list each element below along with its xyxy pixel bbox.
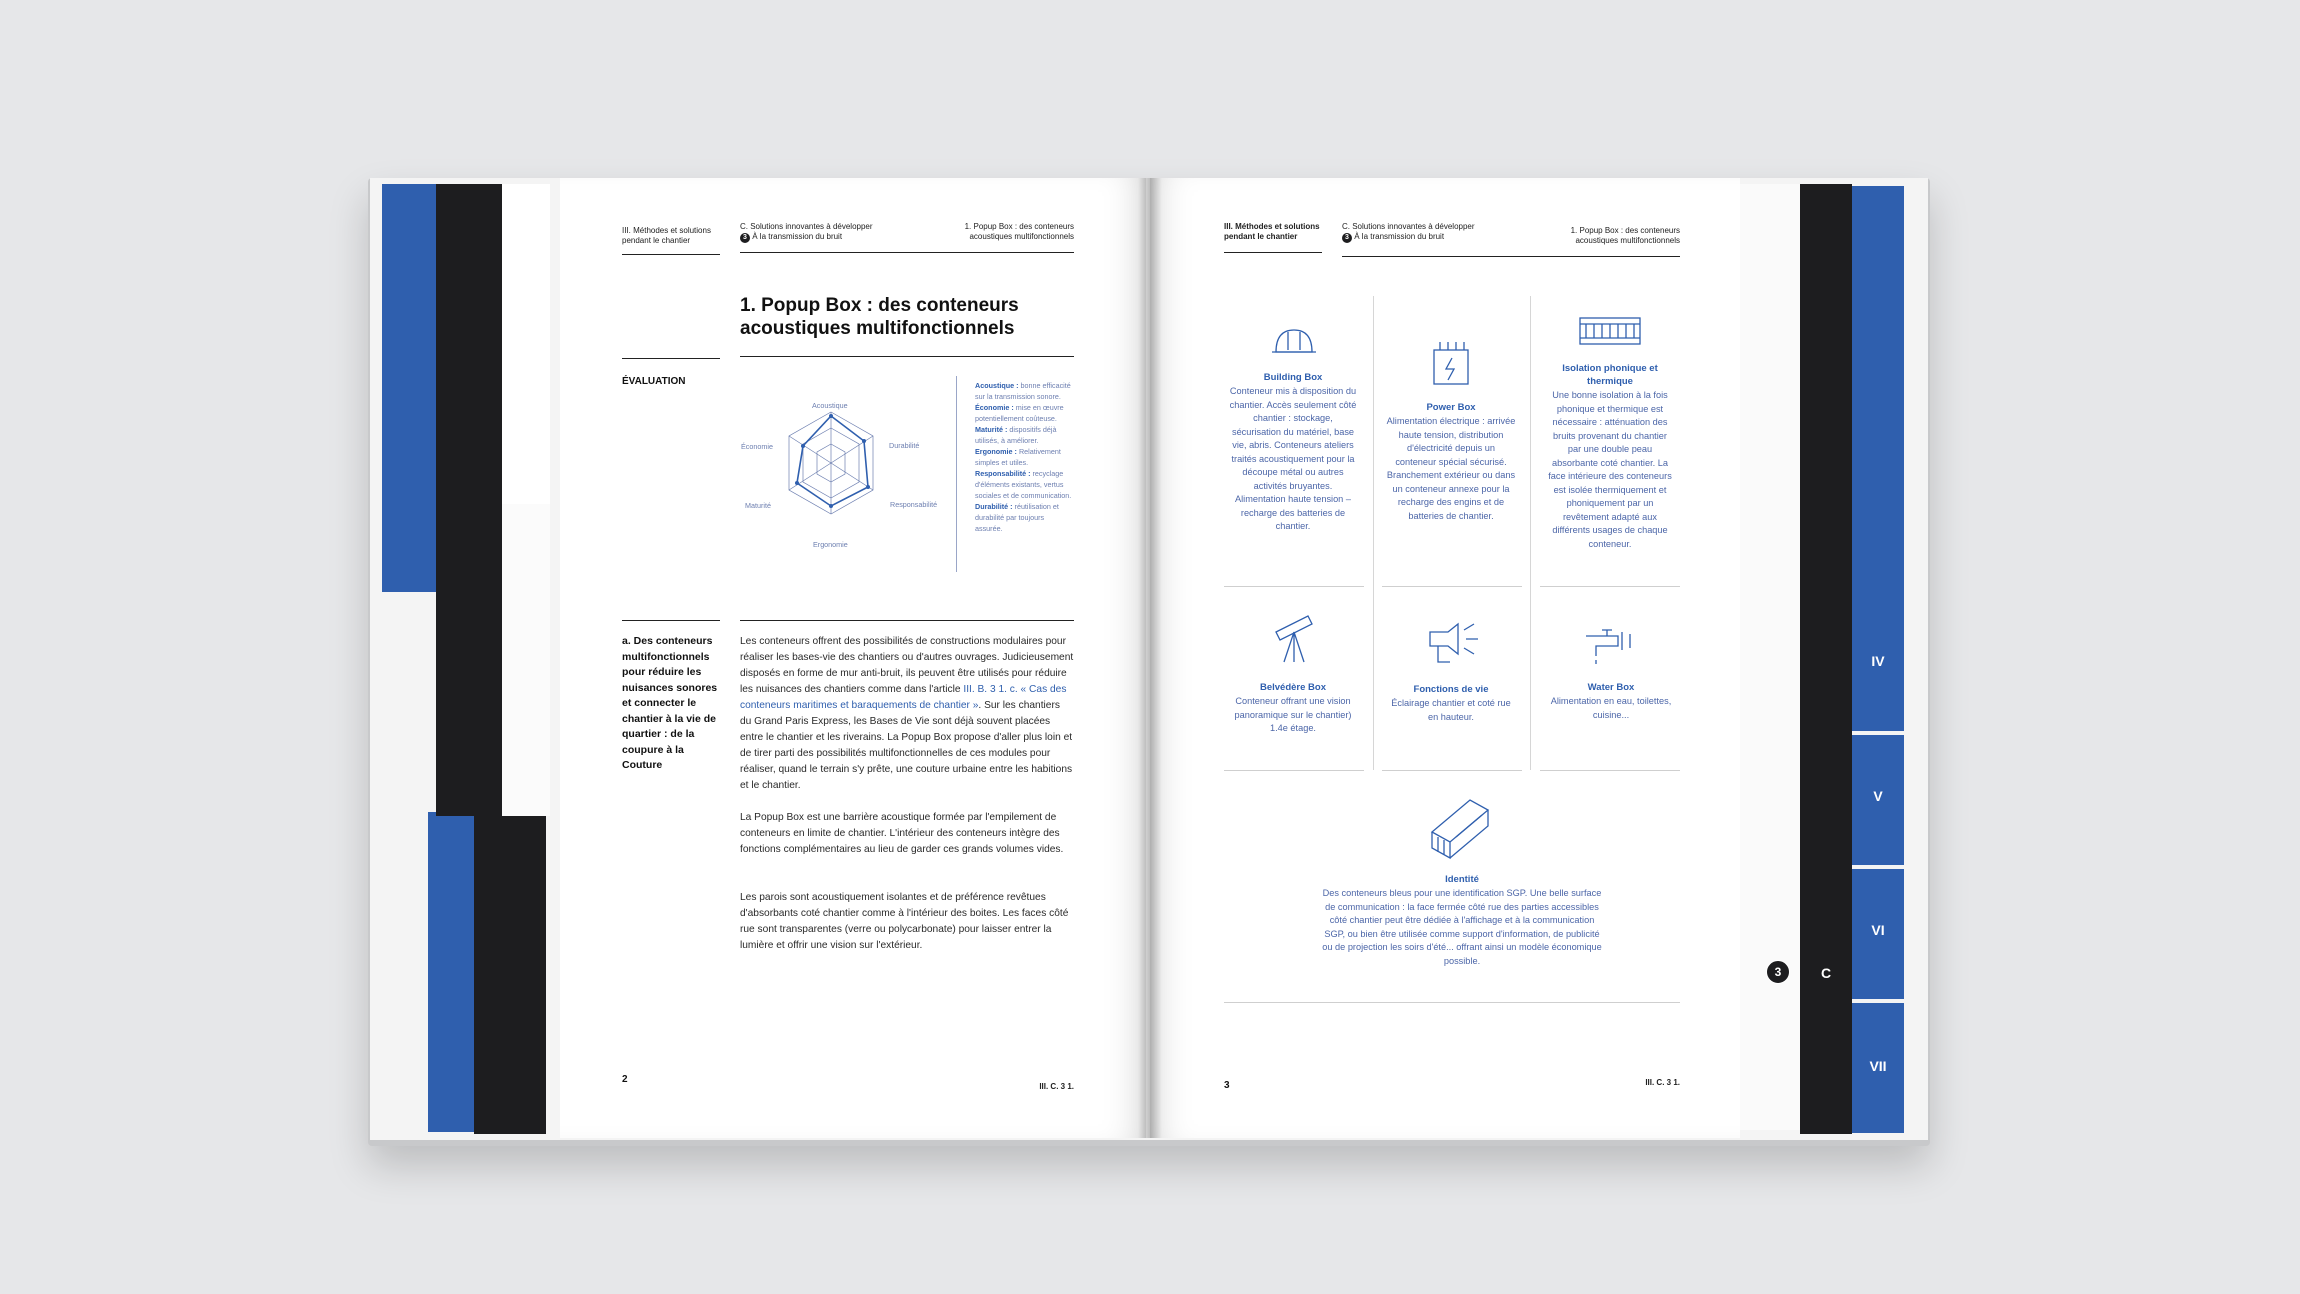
radar-chart <box>730 394 960 554</box>
tab-vii[interactable]: VII <box>1869 1058 1887 1074</box>
left-header-col2-line2: À la transmission du bruit <box>752 232 843 241</box>
grid-hline-4 <box>1224 770 1364 771</box>
right-header-col2-line1: C. Solutions innovantes à développer <box>1342 222 1475 231</box>
left-header-col3: 1. Popup Box : des conteneurs acoustiques multifonctionnels <box>964 222 1074 241</box>
left-header-col1: III. Méthodes et solutions pendant le chantier <box>622 226 711 245</box>
spotlight-icon <box>1424 620 1480 668</box>
cell-title-isolation: Isolation phonique et thermique <box>1562 363 1658 387</box>
right-header-col1: III. Méthodes et solutions pendant le chantier <box>1224 222 1320 241</box>
container-icon <box>1426 792 1496 862</box>
radar-axis-acoustique: Acoustique <box>812 401 848 410</box>
book-gutter <box>1138 178 1162 1138</box>
legend-item: Économie : mise en œuvre potentiellement coûteuse. <box>975 403 1064 423</box>
tab-iv[interactable]: IV <box>1871 653 1885 669</box>
legend-item: Responsabilité : recyclage d'éléments existants, vertus sociales et de communication. <box>975 469 1072 500</box>
section-heading: a. Des conteneurs multifonctionnels pour réduire les nuisances sonores et connecter le chantier à la vie de quartier : de la coupure à la Couture <box>622 635 718 771</box>
cell-title-fonctions-de-vie: Fonctions de vie <box>1413 684 1489 695</box>
tab-vi[interactable]: VI <box>1871 922 1885 938</box>
right-black-tab <box>1800 184 1852 1134</box>
left-header-col2-line2-wrap <box>740 232 880 243</box>
right-header-col2-line2-wrap <box>1342 232 1492 243</box>
evaluation-label: ÉVALUATION <box>622 376 686 387</box>
page-number-right: 3 <box>1224 1080 1230 1091</box>
grid-vline-1 <box>1373 296 1374 770</box>
title-rule <box>740 356 1074 357</box>
left-header-col2 <box>740 222 880 243</box>
left-blue-tab-lower <box>428 812 476 1132</box>
radar-series <box>797 416 868 506</box>
section-rule <box>740 620 1074 621</box>
right-header-rule-1 <box>1224 252 1322 253</box>
cell-text-fonctions-de-vie: Éclairage chantier et coté rue en hauteur. <box>1391 698 1511 722</box>
cell-title-building-box: Building Box <box>1263 372 1323 383</box>
page-number-left: 2 <box>622 1074 628 1085</box>
cell-title-water-box: Water Box <box>1587 682 1635 693</box>
right-blue-tab-1 <box>1852 186 1904 731</box>
left-header-rule-1 <box>622 254 720 255</box>
grid-hline-2 <box>1382 586 1522 587</box>
right-header-rule-2 <box>1342 256 1680 257</box>
identity-title: Identité <box>1445 874 1479 885</box>
insulation-icon <box>1578 314 1642 348</box>
legend-divider <box>956 376 957 572</box>
radar-grid <box>789 412 873 514</box>
power-icon <box>1428 338 1474 388</box>
chapter-badge: 3 <box>1766 960 1790 984</box>
tab-c[interactable]: C <box>1820 965 1832 981</box>
legend-item: Acoustique : bonne efficacité sur la transmission sonore. <box>975 381 1071 401</box>
right-header-col2 <box>1342 222 1492 243</box>
legend-item: Durabilité : réutilisation et durabilité par toujours assurée. <box>975 502 1059 533</box>
grid-hline-1 <box>1224 586 1364 587</box>
title-rule-left <box>622 358 720 359</box>
faucet-icon <box>1582 622 1638 666</box>
left-blue-tab-upper <box>382 184 444 592</box>
identity-text: Des conteneurs bleus pour une identification SGP. Une belle surface de communication : la face fermée côté rue des parties accessibles côté chantier peut être dédiée à l'affichage et à la communication SGP, ou bien être utilisée comme support d'information, de publicité ou de projection les soirs d'été... offrant ainsi un modèle économique possible. <box>1322 888 1602 966</box>
grid-hline-3 <box>1540 586 1680 587</box>
footer-ref-right: III. C. 3 1. <box>1645 1078 1680 1087</box>
left-black-tab-lower <box>474 816 546 1134</box>
left-header-rule-2 <box>740 252 1074 253</box>
tab-v[interactable]: V <box>1873 788 1883 804</box>
telescope-icon <box>1270 610 1320 666</box>
cell-text-water-box: Alimentation en eau, toilettes, cuisine... <box>1550 696 1672 720</box>
legend-item: Maturité : dispositifs déjà utilisés, à améliorer. <box>975 425 1057 445</box>
radar-legend <box>975 380 1073 534</box>
grid-hline-6 <box>1540 770 1680 771</box>
radar-axis-economie: Économie <box>741 442 773 451</box>
left-white-tab-lower <box>502 504 550 816</box>
body-paragraph-2: La Popup Box est une barrière acoustique formée par l'empilement de conteneurs en limite de chantier. L'intérieur des conteneurs intègre des fonctions complémentaires au lieu de garder ces grands volumes vides. <box>740 812 1064 855</box>
section-badge: 3 <box>740 233 750 243</box>
grid-hline-bottom <box>1224 1002 1680 1003</box>
cell-text-power-box: Alimentation électrique : arrivée haute tension, distribution d'électricité depuis un conteneur spécial sécurisé. Branchement extérieur ou dans un conteneur annexe pour la recharge des engins et de batteries de chantier. <box>1386 416 1516 521</box>
cell-text-belvedere: Conteneur offrant une vision panoramique sur le chantier) 1.4e étage. <box>1234 696 1352 733</box>
cell-title-belvedere: Belvédère Box <box>1259 682 1326 693</box>
radar-axis-maturite: Maturité <box>745 501 771 510</box>
section-rule-left <box>622 620 720 621</box>
cell-title-power-box: Power Box <box>1426 402 1476 413</box>
left-white-tab <box>502 184 550 504</box>
left-header-col2-line1: C. Solutions innovantes à développer <box>740 222 873 231</box>
left-black-tab-upper <box>436 184 504 816</box>
helmet-icon <box>1270 322 1318 362</box>
body-paragraph-3: Les parois sont acoustiquement isolantes et de préférence revêtues d'absorbants coté chantier comme à l'intérieur des boites. Les faces côté rue sont transparentes (verre ou polycarbonate) pour laisser entrer la lumière et offrir une vision sur l'extérieur. <box>740 892 1069 951</box>
section-badge-right: 3 <box>1342 233 1352 243</box>
grid-hline-5 <box>1382 770 1522 771</box>
right-header-col3: 1. Popup Box : des conteneurs acoustiques multifonctionnels <box>1570 226 1680 245</box>
right-header-col2-line2: À la transmission du bruit <box>1354 232 1445 241</box>
right-white-tab <box>1740 184 1802 1130</box>
footer-ref-left: III. C. 3 1. <box>1039 1082 1074 1091</box>
radar-axis-ergonomie: Ergonomie <box>813 540 848 549</box>
article-link[interactable]: III. B. 3 1. c. « Cas des conteneurs maritimes et baraquements de chantier » <box>740 684 1067 711</box>
page-title: 1. Popup Box : des conteneurs acoustiques multifonctionnels <box>740 295 1019 339</box>
radar-axis-responsabilite: Responsabilité <box>890 500 938 509</box>
legend-item: Ergonomie : Relativement simples et utiles. <box>975 447 1061 467</box>
radar-axis-durabilite: Durabilité <box>889 441 920 450</box>
cell-text-building-box: Conteneur mis à disposition du chantier. Accès seulement côté chantier : stockage, sécurisation du matériel, base vie, abris. Conteneurs ateliers traités acoustiquement pour la découpe métal ou autres activités bruyantes. Alimentation haute tension – recharge des batteries de chantier. <box>1229 386 1357 531</box>
cell-text-isolation: Une bonne isolation à la fois phonique et thermique est nécessaire : atténuation des bruits provenant du chantier par une double peau absorbante coté chantier. La face intérieure des conteneurs est isolée thermiquement et phoniquement par un revêtement adapté aux différents usages de chaque conteneur. <box>1548 390 1672 549</box>
grid-vline-2 <box>1530 296 1531 770</box>
body-paragraph-1: Les conteneurs offrent des possibilités de constructions modulaires pour réaliser les bases-vie des chantiers ou d'autres ouvrages. Judicieusement disposés en forme de mur anti-bruit, ils peuvent être utilisés pour réduire les nuisances des chantiers comme dans l'article III. B. 3 1. c. « Cas des conteneurs maritimes et baraquements de chantier ». Sur les chantiers du Grand Paris Express, les Bases de Vie sont déjà souvent placées entre le chantier et les riverains. La Popup Box propose d'aller plus loin et de tirer parti des possibilités multifonctionnelles de ces modules pour réaliser, quand le terrain s'y prête, une couture urbaine entre les habitions et le chantier. <box>740 636 1074 791</box>
